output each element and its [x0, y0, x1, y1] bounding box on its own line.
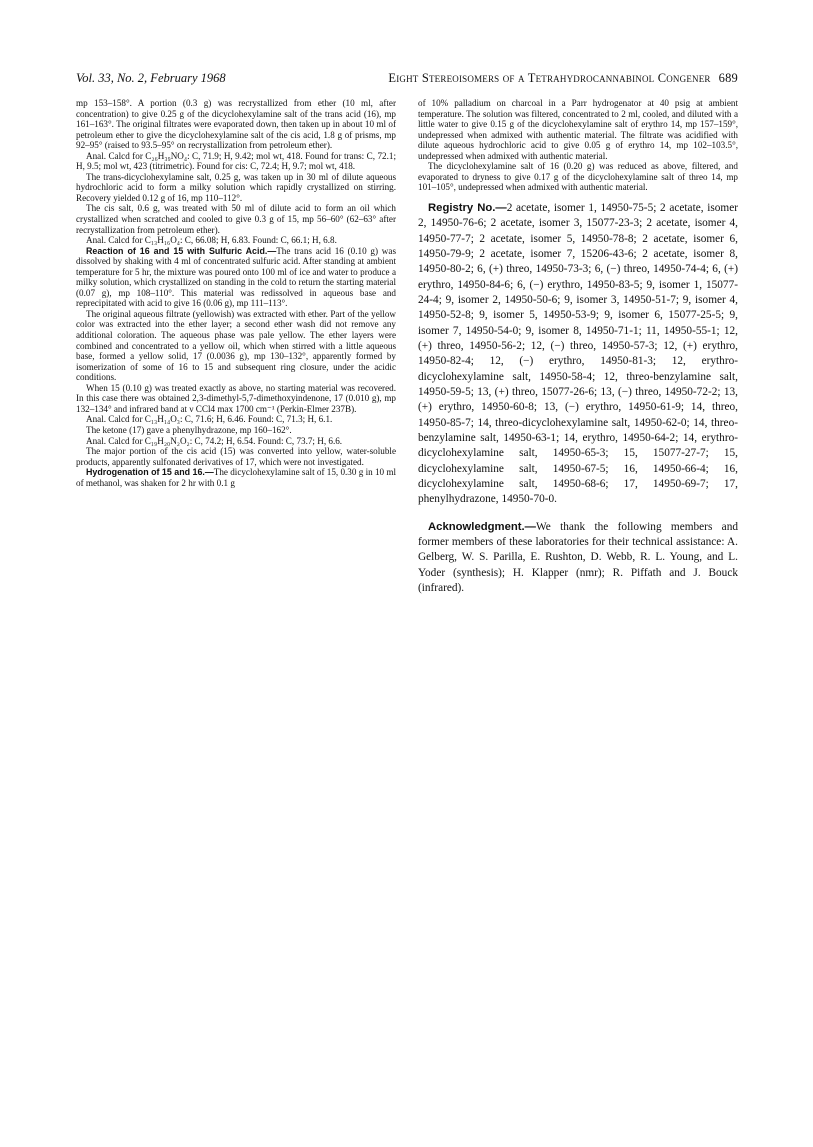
page-number: 689: [718, 71, 738, 85]
paragraph: The dicyclohexylamine salt of 16 (0.20 g) was reduced as above, filtered, and evaporated to dryness to give 0.17 g of the dicyclohexylamine salt of threo 14, mp 101–105°, undepressed when admixed with authentic material.: [418, 161, 738, 193]
section-paragraph: [76, 467, 396, 488]
paragraph: The cis salt, 0.6 g, was treated with 50 ml of dilute acid to form an oil which crystallized when scratched and cooled to give 0.3 g of 15, mp 56–60° (62–63° after recrystallization from petroleum ether).: [76, 203, 396, 235]
registry-body: 2 acetate, isomer 1, 14950-75-5; 2 acetate, isomer 2, 14950-76-6; 2 acetate, isomer 3, 15077-23-3; 2 acetate, isomer 4, 14950-77-7; 2 acetate, isomer 5, 14950-78-8; 2 acetate, isomer 6, 14950-79-9; 2 acetate, isomer 7, 15206-43-6; 2 acetate, isomer 8, 14950-80-2; 6, (+) threo, 14950-73-3; 6, (−) threo, 14950-74-4; 6, (+) erythro, 14950-84-6; 6, (−) erythro, 14950-83-5; 9, isomer 1, 15077-24-4; 9, isomer 2, 14950-50-6; 9, isomer 3, 14950-51-7; 9, isomer 4, 14950-52-8; 9, isomer 5, 14950-53-9; 9, isomer 6, 15077-25-5; 9, isomer 7, 14950-54-0; 9, isomer 8, 14950-71-1; 11, 14950-55-1; 12, (+) threo, 14950-56-2; 12, (−) threo, 14950-57-3; 12, (+) erythro, 14950-82-4; 12, (−) erythro, 14950-81-3; 12, erythro-dicyclohexylamine salt, 14950-58-4; 12, threo-benzylamine salt, 14950-59-5; 13, (+) threo, 15077-26-6; 13, (−) threo, 14950-72-2; 13, (+) erythro, 14950-60-8; 13, (−) erythro, 14950-61-9; 14, threo, 14950-85-7; 14, threo-dicyclohexylamine salt, 14950-62-0; 14, threo-benzylamine salt, 14950-63-1; 14, erythro, 14950-64-2; 14, erythro-dicyclohexylamine salt, 14950-65-3; 15, 15077-27-7; 15, dicyclohexylamine salt, 14950-67-5; 16, 14950-66-4; 16, dicyclohexylamine salt, 14950-68-6; 17, 14950-69-7; 17, phenylhydrazone, 14950-70-0.: [418, 201, 738, 506]
paragraph: The major portion of the cis acid (15) was converted into yellow, water-soluble products, apparently sulfonated derivatives of 17, which were not investigated.: [76, 446, 396, 467]
paragraph: mp 153–158°. A portion (0.3 g) was recrystallized from ether (10 ml, after concentration) to give 0.25 g of the dicyclohexylamine salt of the trans acid (16), mp 161–163°. The original filtrates were evaporated down, then taken up in about 10 ml of petroleum ether to give the dicyclohexylamine salt of the cis acid, 1.8 g of prisms, mp 92–95° (raised to 93.5–95° on recrystallization from petroleum ether).: [76, 98, 396, 151]
acknowledgment: [418, 520, 738, 597]
section-body: The dicyclohexylamine salt of 15, 0.30 g in 10 ml of methanol, was shaken for 2 hr with 0.1 g: [76, 467, 396, 488]
section-paragraph: [76, 246, 396, 309]
registry-numbers: [418, 201, 738, 508]
analysis-paragraph: Anal. Calcd for C₁₃H₁₆O₄: C, 66.08; H, 6.83. Found: C, 66.1; H, 6.8.: [86, 235, 337, 246]
analysis-paragraph: Anal. Calcd for C₁₉H₂₀N₂O₂: C, 74.2; H, 6.54. Found: C, 73.7; H, 6.6.: [86, 435, 343, 446]
right-column: [418, 98, 738, 597]
registry-heading: Registry No.—: [428, 201, 507, 214]
acknowledgment-body: We thank the following members and former members of these laboratories for their technical assistance: A. Gelberg, W. S. Parilla, E. Rushton, D. Webb, R. L. Young, and L. Yoder (synthesis); H. Klapper (nmr); R. Piffath and J. Bouck (infrared).: [418, 520, 738, 595]
section-heading: Hydrogenation of 15 and 16.—: [86, 467, 214, 478]
acknowledgment-heading: Acknowledgment.—: [428, 520, 536, 533]
paragraph: of 10% palladium on charcoal in a Parr hydrogenator at 40 psig at ambient temperature. The solution was filtered, concentrated to 2 ml, cooled, and diluted with a little water to give 0.15 g of the dicyclohexylamine salt of erythro 14, mp 157–159°, undepressed when admixed with authentic material. The filtrate was acidified with dilute aqueous hydrochloric acid to give 0.05 g of erythro 14, mp 102–103.5°, undepressed when admixed with authentic material.: [418, 98, 738, 161]
section-heading: Reaction of 16 and 15 with Sulfuric Acid.—: [86, 245, 277, 256]
running-header: [76, 71, 738, 89]
running-title-group: [388, 71, 738, 86]
volume-info: Vol. 33, No. 2, February 1968: [76, 71, 226, 85]
analysis-paragraph: Anal. Calcd for C₁₃H₁₄O₃: C, 71.6; H, 6.46. Found: C, 71.3; H, 6.1.: [86, 414, 333, 425]
experimental-continuation: [418, 98, 738, 193]
paragraph: The trans-dicyclohexylamine salt, 0.25 g, was taken up in 30 ml of dilute aqueous hydrochloric acid to form a milky solution which rapidly crystallized on stirring. Recovery yielded 0.12 g of 16, mp 110–112°.: [76, 171, 396, 203]
paragraph: The original aqueous filtrate (yellowish) was extracted with ether. Part of the yellow color was extracted into the ether layer; a second ether wash did not remove any additional coloration. The aqueous phase was pale yellow. The ether layers were combined and concentrated to a yellow oil, which when stirred with a little aqueous base, formed a yellow solid, 17 (0.0036 g), mp 130–132°, apparently formed by isomerization of some of 16 to 15 and subsequent ring closure, under the acidic conditions.: [76, 308, 396, 383]
left-column: [76, 98, 396, 488]
analysis-paragraph: Anal. Calcd for C₂₆H₃₉NO₄: C, 71.9; H, 9.42; mol wt, 418. Found for trans: C, 72.1; H, 9.5; mol wt, 423 (titrimetric). Found for cis: C, 72.4; H, 9.7; mol wt, 418.: [76, 150, 396, 172]
paragraph: When 15 (0.10 g) was treated exactly as above, no starting material was recovered. In this case there was obtained 2,3-dimethyl-5,7-dimethoxyindenone, 17 (0.010 g), mp 132–134° and infrared band at ν CCl4 max 1700 cm⁻¹ (Perkin-Elmer 237B).: [76, 382, 396, 414]
running-title: Eight Stereoisomers of a Tetrahydrocannabinol Congener: [388, 71, 711, 85]
section-body: The trans acid 16 (0.10 g) was dissolved by shaking with 4 ml of concentrated sulfuric acid. After standing at ambient temperature for 5 hr, the mixture was poured onto 100 ml of ice and water to produce a milky solution, which crystallized on standing in the cold to return the starting material (0.07 g), mp 108–110°. This material was redissolved in aqueous base and reprecipitated with acid to give 16 (0.06 g), mp 111–113°.: [76, 245, 396, 309]
paragraph: The ketone (17) gave a phenylhydrazone, mp 160–162°.: [86, 424, 292, 435]
